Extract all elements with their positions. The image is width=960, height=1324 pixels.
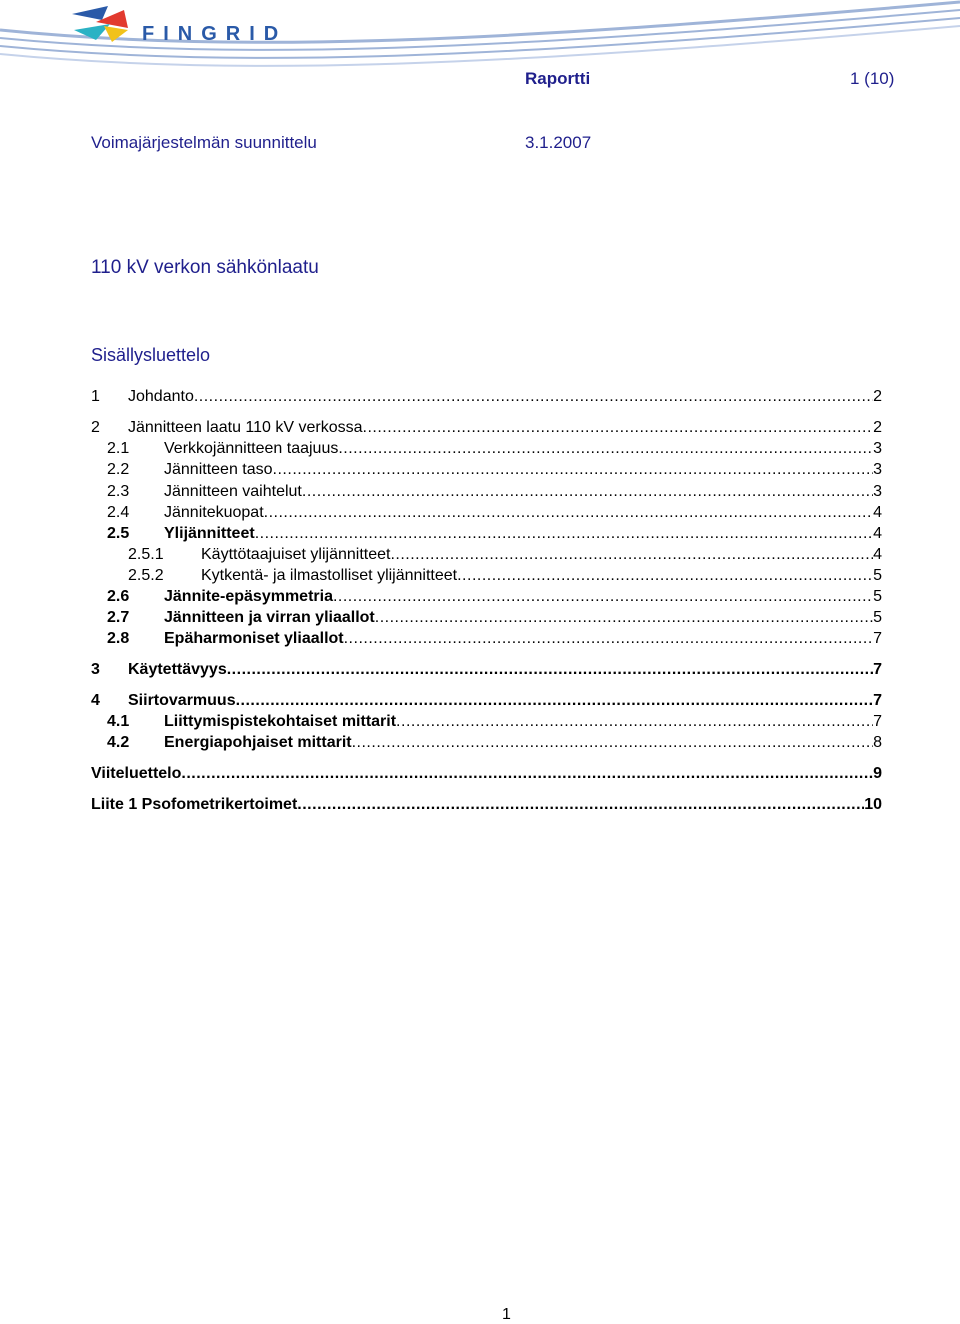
toc-entry-number: 2.4 [107, 504, 130, 521]
toc-entry-title: Jännitteen taso [164, 461, 273, 478]
toc-entry-number: 2.6 [107, 588, 130, 605]
document-title: 110 kV verkon sähkönlaatu [91, 257, 319, 278]
toc-leader-dots [344, 629, 873, 649]
toc-entry[interactable] [0, 660, 960, 680]
toc-leader-dots [333, 587, 873, 607]
toc-entry-number: 2.3 [107, 483, 130, 500]
toc-entry-number: 3 [91, 661, 100, 678]
toc-entry-page: 10 [864, 796, 882, 813]
toc-entry-page: 5 [873, 609, 882, 626]
toc-entry-number: 2.5.1 [128, 546, 164, 563]
toc-entry-number: 4.2 [107, 734, 130, 751]
toc-entry[interactable] [0, 503, 960, 523]
toc-entry[interactable] [0, 629, 960, 649]
toc-entry-title: Kytkentä- ja ilmastolliset ylijännitteet [201, 567, 458, 584]
toc-entry[interactable] [0, 608, 960, 628]
toc-entry-number: 1 [91, 388, 100, 405]
toc-leader-dots [194, 387, 873, 407]
toc-leader-dots [375, 608, 873, 628]
toc-entry[interactable] [0, 524, 960, 544]
toc-entry-page: 2 [873, 419, 882, 436]
toc-entry-title: Ylijännitteet [164, 525, 255, 542]
toc-entry-page: 9 [873, 765, 882, 782]
toc-entry-title: Johdanto [128, 388, 194, 405]
toc-entry-page: 7 [873, 692, 882, 709]
svg-text:FINGRID: FINGRID [142, 23, 288, 45]
toc-entry-number: 2.1 [107, 440, 130, 457]
toc-entry[interactable] [0, 795, 960, 815]
toc-entry-page: 2 [873, 388, 882, 405]
toc-entry[interactable] [0, 545, 960, 565]
department: Voimajärjestelmän suunnittelu [91, 133, 317, 152]
toc-entry-number: 4.1 [107, 713, 130, 730]
toc-leader-dots [363, 418, 874, 438]
toc-entry-title: Viiteluettelo [91, 765, 182, 782]
toc-entry[interactable] [0, 439, 960, 459]
toc-leader-dots [264, 503, 873, 523]
toc-entry[interactable] [0, 387, 960, 407]
document-type: Raportti [525, 69, 591, 88]
toc-leader-dots [302, 482, 873, 502]
document-date: 3.1.2007 [525, 133, 592, 152]
toc-entry[interactable] [0, 733, 960, 753]
toc-entry-number: 4 [91, 692, 100, 709]
toc-entry-title: Jännitteen vaihtelut [164, 483, 302, 500]
page-number: 1 [502, 1306, 511, 1323]
toc-entry-title: Liite 1 Psofometrikertoimet [91, 796, 298, 813]
toc-entry-page: 8 [873, 734, 882, 751]
toc-entry-title: Jännite-epäsymmetria [164, 588, 333, 605]
toc-entry-page: 3 [873, 461, 882, 478]
toc-entry-number: 2.8 [107, 630, 130, 647]
toc-entry-number: 2.7 [107, 609, 130, 626]
page-count: 1 (10) [850, 69, 895, 88]
toc-entry-page: 5 [873, 588, 882, 605]
toc-entry-title: Epäharmoniset yliaallot [164, 630, 344, 647]
toc-entry[interactable] [0, 712, 960, 732]
toc-entry-title: Liittymispistekohtaiset mittarit [164, 713, 397, 730]
toc-entry[interactable] [0, 764, 960, 784]
toc-leader-dots [236, 691, 874, 711]
toc-leader-dots [273, 460, 874, 480]
toc-heading: Sisällysluettelo [91, 345, 211, 365]
toc-leader-dots [297, 795, 864, 815]
toc-entry-title: Siirtovarmuus [128, 692, 236, 709]
toc-entry-page: 7 [873, 713, 882, 730]
toc-entry-number: 2 [91, 419, 100, 436]
toc-leader-dots [255, 524, 873, 544]
toc-entry-number: 2.5.2 [128, 567, 164, 584]
toc-entry-number: 2.5 [107, 525, 130, 542]
toc-entry[interactable] [0, 460, 960, 480]
toc-entry[interactable] [0, 691, 960, 711]
toc-entry-number: 2.2 [107, 461, 130, 478]
toc-leader-dots [390, 545, 873, 565]
toc-entry-title: Käyttötaajuiset ylijännitteet [201, 546, 391, 563]
toc-entry[interactable] [0, 418, 960, 438]
toc-leader-dots [457, 566, 873, 586]
toc-entry-page: 3 [873, 440, 882, 457]
toc-leader-dots [396, 712, 873, 732]
toc-entry-page: 7 [873, 630, 882, 647]
toc-entry-page: 7 [873, 661, 882, 678]
toc-entry-title: Energiapohjaiset mittarit [164, 734, 352, 751]
toc-entry-title: Käytettävyys [128, 661, 227, 678]
toc-entry-title: Verkkojännitteen taajuus [164, 440, 339, 457]
toc-entry-page: 4 [873, 504, 882, 521]
toc-entry-page: 4 [873, 525, 882, 542]
toc-entry-title: Jännitekuopat [164, 504, 264, 521]
toc-leader-dots [338, 439, 873, 459]
fingrid-logo [0, 0, 960, 80]
toc-entry[interactable] [0, 482, 960, 502]
toc-entry-page: 4 [873, 546, 882, 563]
toc-entry[interactable] [0, 587, 960, 607]
toc-leader-dots [227, 660, 873, 680]
toc-entry-title: Jännitteen laatu 110 kV verkossa [128, 419, 363, 436]
toc-entry-page: 5 [873, 567, 882, 584]
toc-entry[interactable] [0, 566, 960, 586]
toc-entry-page: 3 [873, 483, 882, 500]
toc-entry-title: Jännitteen ja virran yliaallot [164, 609, 375, 626]
toc-leader-dots [352, 733, 874, 753]
toc-leader-dots [181, 764, 873, 784]
